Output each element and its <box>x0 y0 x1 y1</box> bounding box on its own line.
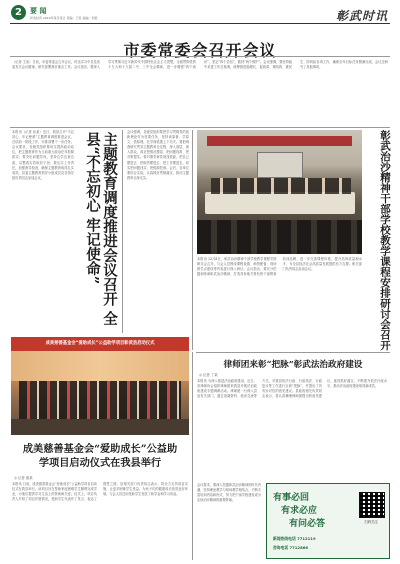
top-article-body: （记者 王某）日前，市委常委会召开会议，传达学习中央及省委有关会议精神，研究部署我市重点工作。会议指出，要深入学习贯彻习近平新时代中国特色社会主义思想，全面贯彻党的十九大和十九届二中、三中全会精神，进一步增强“四个意识”，坚定“四个自信”，做到“两个维护”。会议强调，要坚持稳中求进工作总基调，统筹推进稳增长、促改革、调结构、惠民生、防风险各项工作，确保全年目标任务圆满完成。会议还研究了其他事项。 <box>12 60 388 70</box>
ad-slogan-2: 有求必应 <box>281 506 318 516</box>
charity-banner-text: 成美慈善基金会“爱助成长”公益助学项目彰武县启动仪式 <box>45 341 155 346</box>
ad-contact-2: 咨询电话 7712866 <box>273 545 309 550</box>
mid-story-body: 会议强调，各级党组织要把学习贯彻党的创新理论作为首要任务，坚持读原著、学原文、悟原理，在学深悟透上下功夫。要把调查研究贯穿主题教育全过程，深入基层、深入群众，真正把情况摸清、把问题找准、把对策提实。要对照党章党规找差距，把自己摆进去、把职责摆进去、把工作摆进去，切实把问题找实、把根源挖深。会后，各单位要结合实际，认真抓好贯彻落实，推动主题教育走深走实。 <box>127 130 189 180</box>
law-left-divider <box>192 352 193 560</box>
law-headline: 律师团来彰“把脉”彰武法治政府建设 <box>223 360 363 370</box>
law-byline-icon: ◎ <box>199 373 204 377</box>
charity-banner <box>11 337 189 351</box>
law-top-rule <box>196 352 390 353</box>
main-headline: 市委常委会召开会议 <box>123 41 277 60</box>
page-number-badge <box>11 5 26 20</box>
charity-body: 本报讯 日前，成美慈善基金会“爱助成长”公益助学项目启动仪式在我县举行。该项目旨在帮助家庭困难学生顺利完成学业，为他们提供学习生活上的资助和关爱。仪式上，项目负责人介绍了项目开展情况，受助学生代表作了发言，表达了感恩之情。县相关部门负责同志表示，将全力支持项目实施，让更多困难学生受益，为孩子们的健康成长营造良好环境。与会人员还向受助学生发放了助学金和学习用品。 <box>12 482 188 502</box>
ad-slogan-1: 有事必回 <box>273 493 310 503</box>
qr-code <box>359 492 385 518</box>
charity-people <box>19 381 181 419</box>
meeting-photo <box>197 130 362 254</box>
right-story-headline-text: 彰武治沙精神干部学校教学课程安排研讨会召开 <box>379 130 391 351</box>
ad-box <box>266 483 390 559</box>
charity-stage-backdrop <box>11 351 189 381</box>
left-story-divider <box>122 130 123 333</box>
header-rule <box>10 23 390 24</box>
masthead: 彰武时讯 <box>335 9 388 23</box>
qr-label: 扫码关注 <box>364 520 378 524</box>
ad-slogan-3: 有问必答 <box>289 519 326 529</box>
photo-people-foreground <box>197 220 362 254</box>
photo-people-row <box>211 178 351 194</box>
photo-banner <box>207 136 352 146</box>
law-byline <box>199 372 218 377</box>
top-article-rule <box>10 127 390 128</box>
charity-byline <box>14 475 33 480</box>
charity-byline-text: 记者 唐某 <box>18 476 33 480</box>
left-story-headline-text: 主题教育调度推进会议召开 全县“不忘初心 牢记使命” <box>84 132 118 326</box>
header-meta: 彰武时讯 2019年某月某日 责编：王某 美编：刘某 <box>30 16 98 20</box>
mid-divider <box>192 130 193 350</box>
charity-byline-icon: ◎ <box>14 476 19 480</box>
charity-headline: 成美慈善基金会“爱助成长”公益助学项目启动仪式在我县举行 <box>22 443 178 469</box>
ad-contact-1: 新闻热线电话 7712119 <box>273 536 316 541</box>
page-number: 2 <box>15 7 22 18</box>
right-story-body: 本报讯 12月8日，彰武治沙精神干部学校教学课程安排研讨会召开。与会人员围绕课程设置、师资配备、现场教学点建设等内容进行深入研讨。会议指出，要充分挖掘和传承彰武治沙精神，打造具有地方特色的干部教育培训品牌，进一步完善课程体系，提升培训质量和水平，为全县经济社会高质量发展提供有力支撑。相关部门负责同志参加会议。 <box>197 257 362 277</box>
left-story-body-a: 本报讯（记者 孙某）近日，我县召开“不忘初心、牢记使命”主题教育调度推进会议，总结前一阶段工作，安排部署下一步任务。会议要求，各级党组织要切实提高政治站位，把主题教育作为当前重大政治任务抓紧抓实；要突出问题导向，坚持边学边查边改，以整改实效取信于民；要压实工作责任，加强督导检查，确保主题教育取得扎实成效。县委主题教育领导小组成员及各指导组负责同志参加会议。 <box>12 130 74 180</box>
section-label: 要 闻 <box>30 7 47 15</box>
right-story-body-continued: 会议要求，要深入挖掘彰武治沙精神的时代内涵，坚持理论教学与现场教学相结合，不断丰富培训内容和形式，努力把干部学校建设成为弘扬治沙精神的重要阵地。 <box>197 483 261 503</box>
charity-photo <box>11 337 189 435</box>
headline-rule <box>10 56 390 57</box>
photo-screen <box>257 152 303 178</box>
left-story-headline <box>80 132 118 330</box>
photo-table <box>205 192 355 214</box>
law-byline-text: 记者 丁某 <box>203 373 218 377</box>
charity-floor <box>11 419 189 435</box>
right-story-headline <box>367 130 391 352</box>
law-body: 本报讯 为深入推进法治政府建设，近日，省律师协会组织律师团来我县开展法治政府建设专题调研活动。律师团一行深入县直有关部门，通过查阅资料、座谈交流等方式，对我县依法行政、行政执法、行政复议等工作进行全面“把脉”，并提出了具有针对性的意见建议。县政府相关负责同志表示，将认真梳理律师团提出的意见建议，逐项抓好落实，不断提升依法行政水平，推动法治政府建设取得新成效。 <box>197 379 387 399</box>
